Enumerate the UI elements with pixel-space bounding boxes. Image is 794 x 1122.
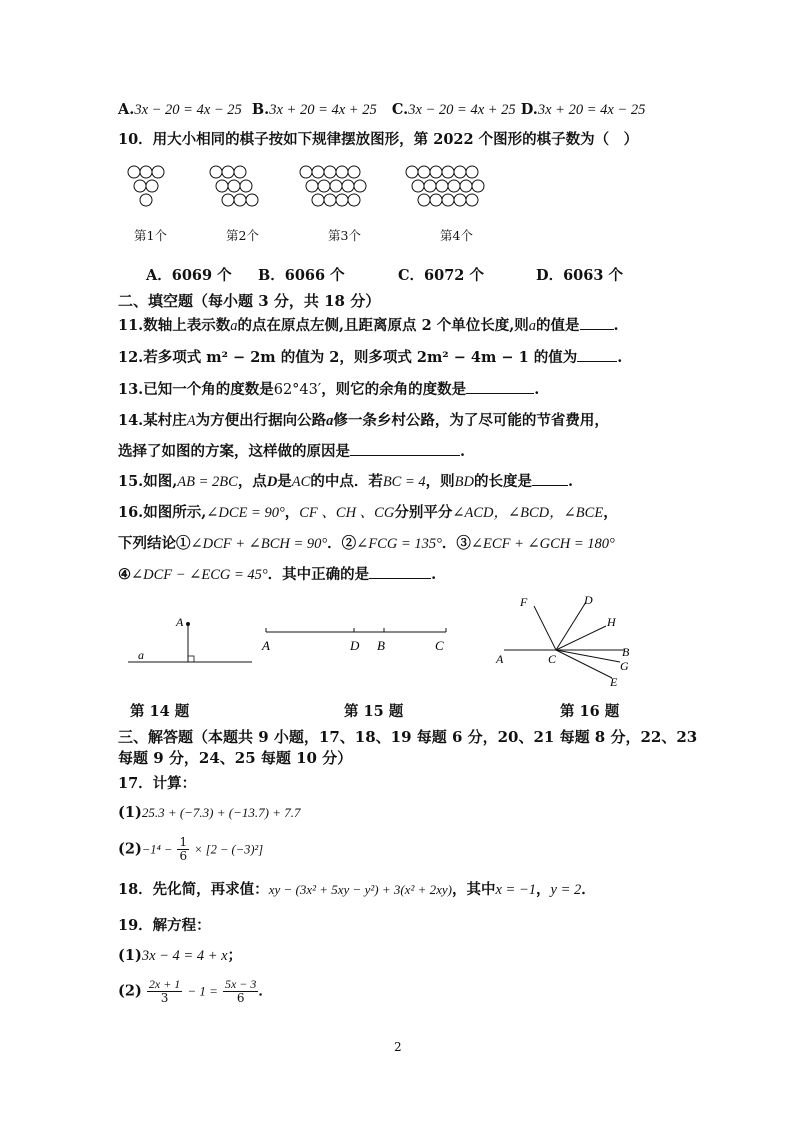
q9-options-line: [118, 100, 645, 120]
q16-answer-blank: [369, 578, 431, 579]
q16-line-2: 下列结论①∠DCF + ∠BCH = 90°．②∠FCG = 135°．③∠ECF + ∠GCH = 180°: [118, 535, 615, 552]
q17-part-1: (1)25.3 + (−7.3) + (−13.7) + 7.7: [118, 804, 301, 821]
q15-answer-blank: [532, 485, 568, 486]
figure-q15: [258, 620, 452, 656]
q19-fraction-left: $\frac{2x + 1}{3}$: [148, 977, 181, 1005]
q14-answer-blank: [350, 455, 460, 456]
q15: 15.如图,AB = 2BC，点D是AC的中点．若BC = 4，则BD的长度是 .: [118, 473, 574, 490]
q16-line-3: ④∠DCF − ∠ECG = 45°．其中正确的是 .: [118, 566, 437, 583]
q9-option-c: C.3x − 20 = 4x + 25: [391, 101, 516, 118]
q10-option-a: A．6069 个: [146, 267, 232, 284]
q14-line-1: 14.某村庄A为方便出行据向公路a修一条乡村公路，为了尽可能的节省费用，: [118, 412, 609, 429]
q17-part-2: (2)−1⁴ − $\frac{1}{6}$ × [2 − (−3)²]: [118, 835, 264, 863]
q13: 13.已知一个角的度数是62°43′，则它的余角的度数是 .: [118, 381, 540, 398]
q12: 12.若多项式 m² − 2m 的值为 2，则多项式 2m² − 4m − 1 的值为 .: [118, 349, 623, 366]
figure-q16: [494, 590, 644, 694]
fig15-label-B: B: [377, 638, 385, 653]
q11: 11.数轴上表示数a的点在原点左侧,且距离原点 2 个单位长度,则a的值是 .: [118, 317, 619, 334]
q19-title: 19．解方程：: [118, 917, 211, 934]
q10-option-d: D．6063 个: [536, 267, 623, 284]
q10-caption-4: 第4个: [440, 228, 473, 243]
q19-part-2: (2) $\frac{2x + 1}{3}$ − 1 = $\frac{5x - 3}{6}$ ．: [118, 977, 273, 1005]
q13-answer-blank: [466, 393, 534, 394]
section-3-title-line-1: 三、解答题（本题共 9 小题，17、18、19 每题 6 分，20、21 每题 8 分，22、23: [118, 728, 698, 746]
q10-caption-2: 第2个: [226, 228, 259, 243]
q10-pattern-figure: [118, 160, 638, 220]
q16-line-1: 16.如图所示,∠DCE = 90°，CF 、CH 、CG分别平分∠ACD，∠BCD，∠BCE，: [118, 504, 618, 521]
q10-caption-1: 第1个: [134, 228, 167, 243]
q17-title: 17．计算：: [118, 775, 197, 792]
q14-line-2: 选择了如图的方案，这样做的原因是 .: [118, 443, 466, 460]
q10-option-b: B．6066 个: [258, 267, 345, 284]
fig16-label-C: C: [548, 652, 557, 666]
fig16-label-F: F: [520, 595, 528, 609]
q12-answer-blank: [577, 361, 617, 362]
fig15-label-C: C: [435, 638, 444, 653]
fig15-label-A: A: [262, 638, 270, 653]
fig16-label-G: G: [620, 659, 629, 673]
q17-fraction: $\frac{1}{6}$: [179, 835, 188, 863]
page-number: 2: [394, 1040, 402, 1054]
q9-option-a: A.3x − 20 = 4x − 25: [118, 101, 242, 118]
q19-fraction-right: $\frac{5x - 3}{6}$: [224, 977, 257, 1005]
section-3-title-line-2: 每题 9 分，24、25 每题 10 分）: [118, 749, 353, 767]
fig16-label-E: E: [610, 675, 618, 689]
fig15-label-D: D: [350, 638, 360, 653]
q18: 18．先化简，再求值：xy − (3x² + 5xy − y²) + 3(x² + 2xy)，其中x = −1，y = 2．: [118, 881, 596, 898]
fig14-label-a: a: [138, 648, 144, 662]
fig15-caption: 第 15 题: [344, 703, 404, 720]
q9-option-b: B.3x + 20 = 4x + 25: [251, 101, 377, 118]
section-2-title: 二、填空题（每小题 3 分，共 18 分）: [118, 292, 381, 310]
fig14-label-A: A: [176, 615, 184, 629]
q10-caption-3: 第3个: [328, 228, 361, 243]
fig16-label-A: A: [496, 652, 504, 666]
fig16-label-B: B: [622, 645, 630, 659]
fig16-label-H: H: [607, 615, 616, 629]
q9-option-d: D.3x + 20 = 4x − 25: [520, 101, 646, 118]
fig16-label-D: D: [584, 593, 593, 607]
q10-option-c: C．6072 个: [398, 267, 484, 284]
q10-stem: 10．用大小相同的棋子按如下规律摆放图形，第 2022 个图形的棋子数为（ ）: [118, 131, 639, 148]
fig14-caption: 第 14 题: [130, 703, 190, 720]
q11-answer-blank: [580, 329, 614, 330]
figure-q14: [122, 610, 258, 672]
fig16-caption: 第 16 题: [560, 703, 620, 720]
q19-part-1: (1)3x − 4 = 4 + x；: [118, 947, 243, 964]
